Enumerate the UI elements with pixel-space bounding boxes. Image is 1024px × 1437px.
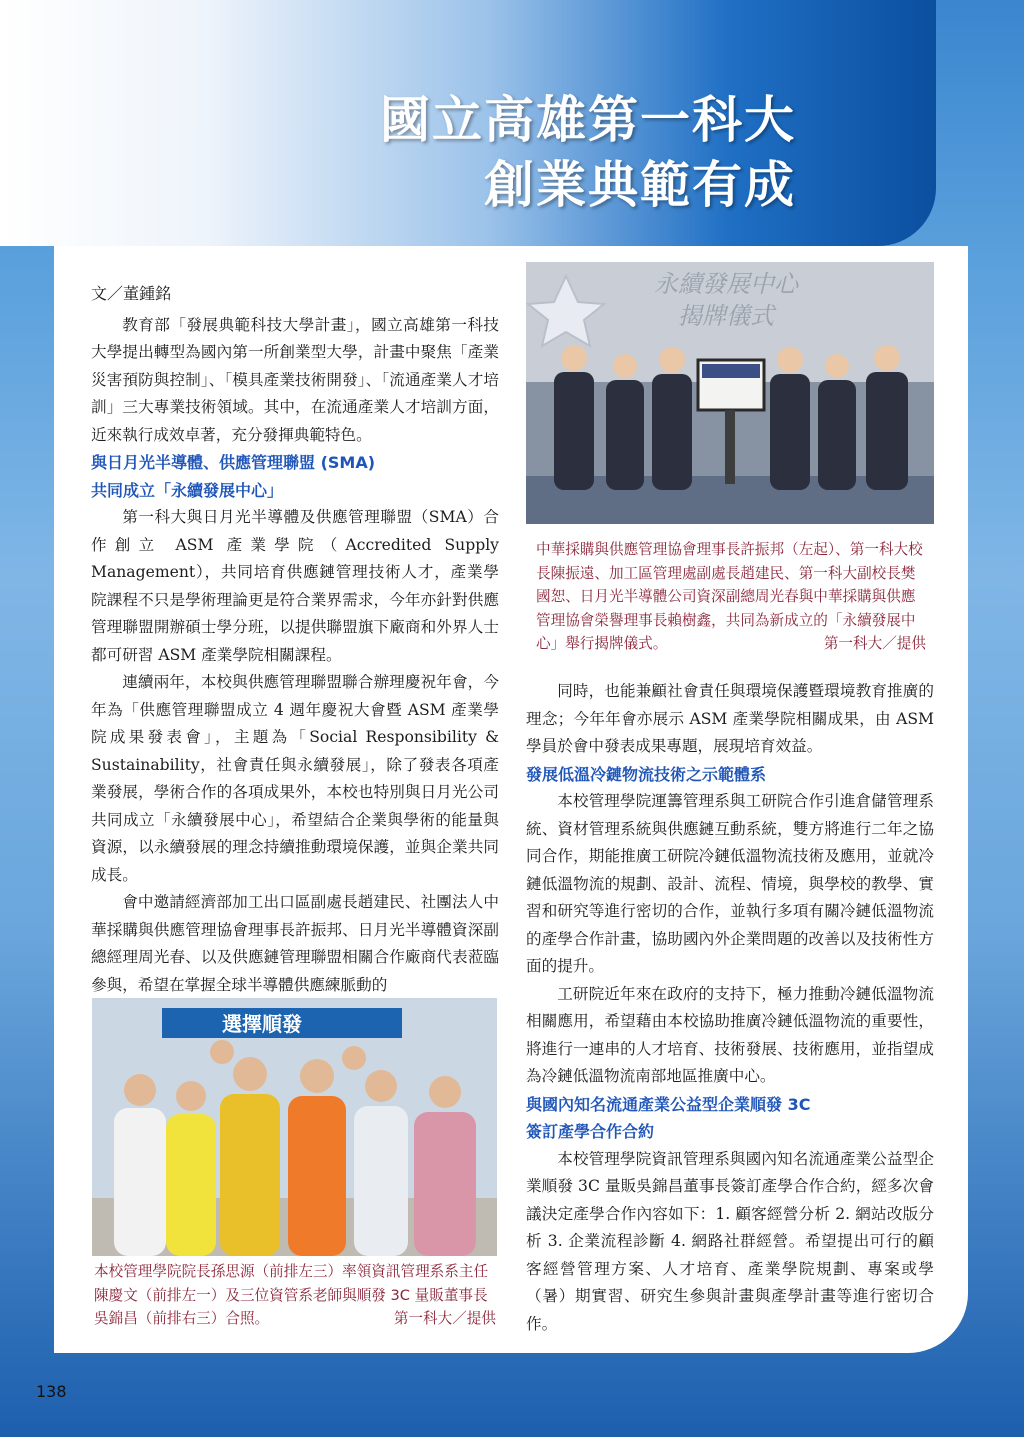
paragraph: 本校管理學院資訊管理系與國內知名流通產業公益型企業順發 3C 量販吳錦昌董事長簽訂產學合作合約，經多次會議決定產學合作內容如下：1. 顧客經營分析 2. 網站改版分析 3. 企業流程診斷 4. 網路社群經營。希望提出可行的顧客經營管理方案、人才培育、產業學院規劃、專案或學（暑）期實習、研究生參與計畫與產學計畫等進行密切合作。 [526,1149,934,1333]
store-sign-text: 選擇順發 [222,1012,302,1036]
title-banner [0,0,936,246]
section-heading: 簽訂產學合作合約 [526,1122,655,1141]
section-heading: 與日月光半導體、供應管理聯盟 (SMA) [91,453,376,472]
group-caption-text: 本校管理學院院長孫思源（前排左三）率領資訊管理系系主任陳慶文（前排左一）及三位資管系老師與順發 3C 量販董事長吳錦昌（前排右三）合照。 [94,1263,489,1327]
page-number: 138 [36,1382,67,1401]
section-heading: 發展低溫冷鏈物流技術之示範體系 [526,764,767,784]
paragraph: 同時，也能兼顧社會責任與環境保護暨環境教育推廣的理念；今年年會亦展示 ASM 產業學院相關成果，由 ASM 學員於會中發表成果專題，展現培育效益。 [526,682,934,755]
paragraph: 工研院近年來在政府的支持下，極力推動冷鏈低溫物流相關應用，希望藉由本校協助推廣冷鏈低溫物流的重要性，將進行一連串的人才培育、技術發展、技術應用，並指望成為冷鏈低溫物流南部地區推廣中心。 [526,984,934,1085]
paragraph: 會中邀請經濟部加工出口區副處長趙建民、社團法人中華採購與供應管理協會理事長許振邦、日月光半導體資深副總經理周光春、以及供應鏈管理聯盟相關合作廠商代表蒞臨參與，希望在掌握全球半導體供應練脈動的 [91,893,499,994]
ceremony-caption-text: 中華採購與供應管理協會理事長許振邦（左起）、第一科大校長陳振遠、加工區管理處副處長趙建民、第一科大副校長樊國恕、日月光半導體公司資深副總周光春與中華採購與供應管理協會榮譽理事長賴樹鑫，共同為新成立的「永續發展中心」舉行揭牌儀式。 [536,541,923,652]
group-photo [92,998,497,1256]
ceremony-banner-line1: 永續發展中心 [654,270,798,298]
paragraph: 連續兩年，本校與供應管理聯盟聯合辦理慶祝年會，今年為「供應管理聯盟成立 4 週年慶祝大會暨 ASM 產業學院成果發表會」，主題為「Social Responsibility & Sustainability，社會責任與永續發展」，除了發表各項產業發展，學術合作的各項成果外，本校也特別與日月光公司共同成立「永續發展中心」，希望結合企業與學術的能量與資源，以永續發展的理念持續推動環境保護，並與企業共同成長。 [91,673,499,884]
group-photo-credit: 第一科大／提供 [393,1310,496,1327]
paragraph: 第一科大與日月光半導體及供應管理聯盟（SMA）合作創立 ASM 產業學院（Accredited Supply Management），共同培育供應鏈管理技術人才，產業學院課程不只是學術理論更是符合業界需求，今年亦針對供應管理聯盟開辦碩士學分班，以提供聯盟旗下廠商和外界人士都可研習 ASM 產業學院相關課程。 [91,508,499,664]
paragraph: 本校管理學院運籌管理系與工研院合作引進倉儲管理系統、資材管理系統與供應鏈互動系統，雙方將進行二年之協同合作，期能推廣工研院冷鏈低溫物流技術及應用，並就冷鏈低溫物流的規劃、設計、流程、情境，與學校的教學、實習和研究等進行密切的合作，並執行多項有關冷鏈低溫物流的產學合作計畫，協助國內外企業問題的改善以及技術性方面的提升。 [526,792,934,975]
byline: 文／董鍾銘 [91,284,172,303]
section-heading: 與國內知名流通產業公益型企業順發 3C [526,1094,811,1114]
paragraph: 教育部「發展典範科技大學計畫」，國立高雄第一科技大學提出轉型為國內第一所創業型大學，計畫中聚焦「產業災害預防與控制」、「模具產業技術開發」、「流通產業人才培訓」三大專業技術領域。其中，在流通產業人才培訓方面，近來執行成效卓著，充分發揮典範特色。 [91,315,499,444]
article-column-right [526,678,934,1338]
page-title-line2: 創業典範有成 [484,155,796,214]
ceremony-photo-caption [536,538,926,656]
group-photo-caption [94,1260,496,1331]
page-title-line1: 國立高雄第一科大 [380,90,796,149]
ceremony-photo [526,262,934,524]
article-column-left [91,280,499,999]
section-heading: 共同成立「永續發展中心」 [91,480,284,500]
ceremony-banner-line2: 揭牌儀式 [678,302,774,330]
ceremony-photo-credit: 第一科大／提供 [823,635,926,652]
